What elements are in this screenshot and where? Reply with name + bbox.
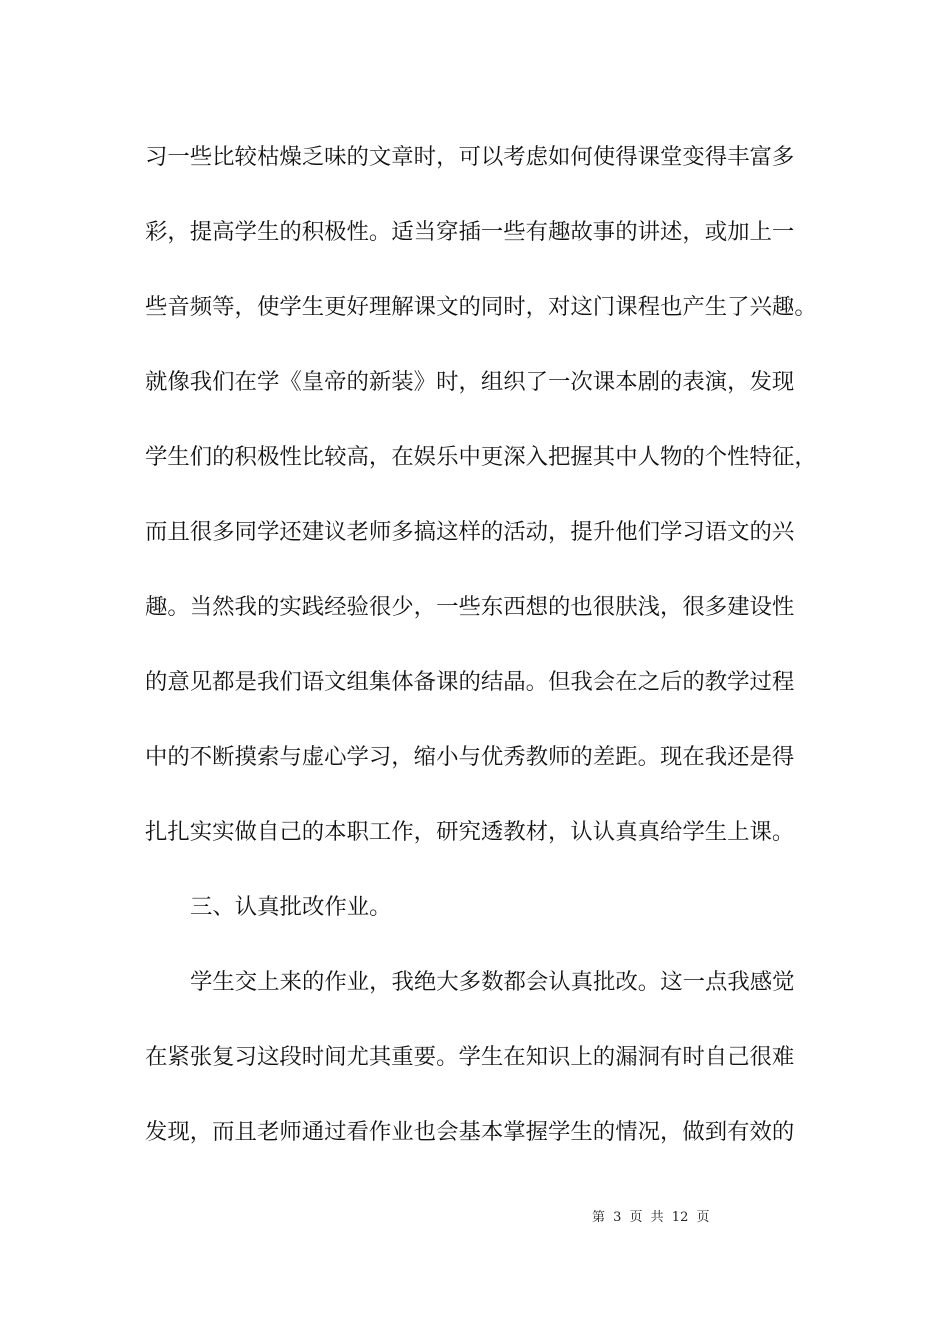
body-text-line: 就像我们在学《皇帝的新装》时，组织了一次课本剧的表演，发现 (145, 369, 795, 395)
body-text-line: 趣。当然我的实践经验很少，一些东西想的也很肤浅，很多建设性 (145, 594, 795, 620)
body-text-line: 些音频等，使学生更好理解课文的同时，对这门课程也产生了兴趣。 (145, 294, 817, 320)
body-text-line: 发现，而且老师通过看作业也会基本掌握学生的情况，做到有效的 (145, 1119, 795, 1145)
body-text-line: 而且很多同学还建议老师多搞这样的活动，提升他们学习语文的兴 (145, 519, 795, 545)
body-text-line: 中的不断摸索与虚心学习，缩小与优秀教师的差距。现在我还是得 (145, 744, 795, 770)
body-text-line: 学生交上来的作业，我绝大多数都会认真批改。这一点我感觉 (190, 969, 795, 995)
section-heading: 三、认真批改作业。 (190, 894, 392, 920)
body-text-line: 的意见都是我们语文组集体备课的结晶。但我会在之后的教学过程 (145, 669, 795, 695)
body-text-line: 习一些比较枯燥乏味的文章时，可以考虑如何使得课堂变得丰富多 (145, 144, 795, 170)
body-text-line: 扎扎实实做自己的本职工作，研究透教材，认认真真给学生上课。 (145, 819, 795, 845)
body-text-line: 彩，提高学生的积极性。适当穿插一些有趣故事的讲述，或加上一 (145, 219, 795, 245)
body-text-line: 学生们的积极性比较高，在娱乐中更深入把握其中人物的个性特征， (145, 444, 817, 470)
page-number-footer: 第 3 页 共 12 页 (592, 1210, 710, 1225)
body-text-line: 在紧张复习这段时间尤其重要。学生在知识上的漏洞有时自己很难 (145, 1044, 795, 1070)
